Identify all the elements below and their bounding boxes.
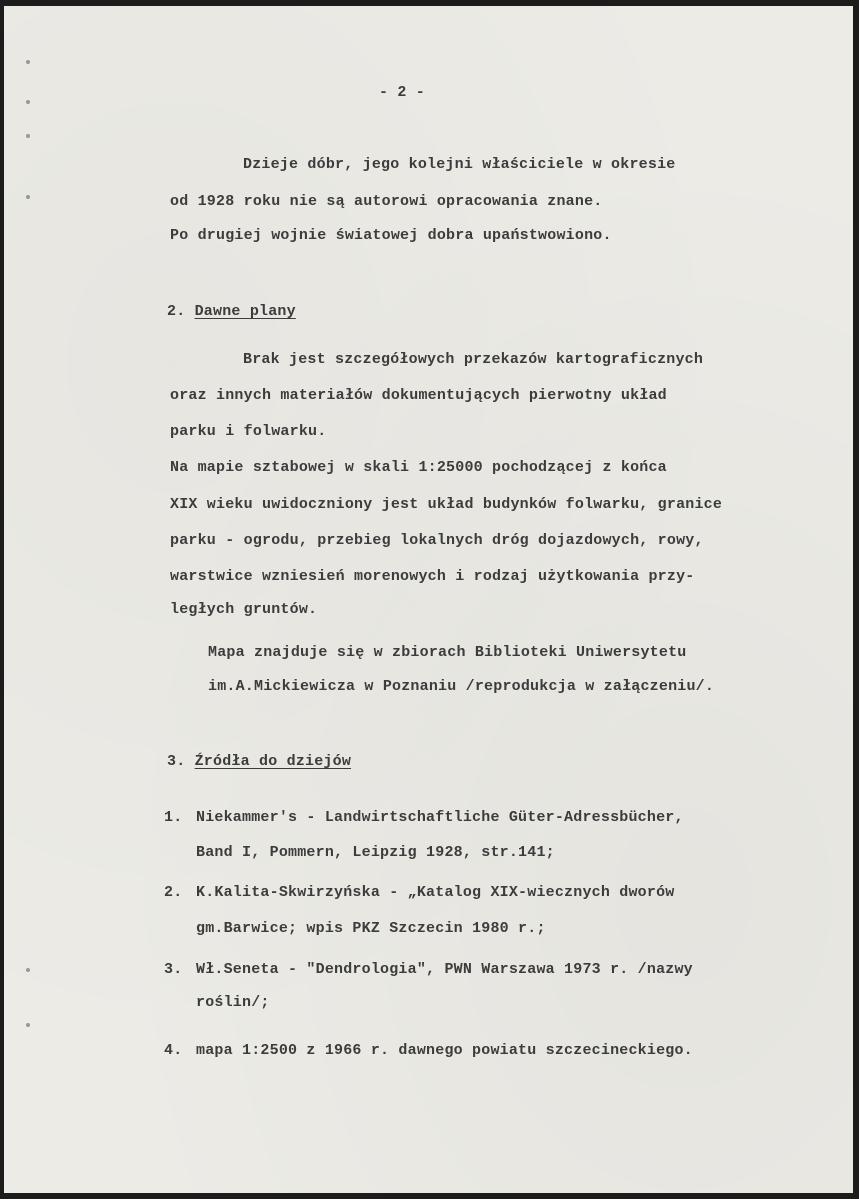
punch-mark — [26, 60, 30, 64]
paragraph-line: Na mapie sztabowej w skali 1:25000 pochodzącej z końca — [170, 459, 667, 476]
section-3-number: 3. — [167, 753, 186, 770]
section-3-heading — [167, 753, 351, 770]
source-number: 4. — [164, 1042, 183, 1059]
source-line: roślin/; — [196, 994, 270, 1011]
intro-line-1: Dzieje dóbr, jego kolejni właściciele w okresie — [243, 156, 676, 173]
punch-mark — [26, 134, 30, 138]
paragraph-line: Brak jest szczegółowych przekazów kartograficznych — [243, 351, 704, 368]
source-line: Band I, Pommern, Leipzig 1928, str.141; — [196, 844, 555, 861]
punch-mark — [26, 100, 30, 104]
page-number: - 2 - — [379, 84, 426, 101]
source-number: 3. — [164, 961, 183, 978]
section-2-heading — [167, 303, 296, 320]
punch-mark — [26, 968, 30, 972]
source-line: Wł.Seneta - "Dendrologia", PWN Warszawa 1973 r. /nazwy — [196, 961, 693, 978]
punch-mark — [26, 195, 30, 199]
source-line: K.Kalita-Skwirzyńska - „Katalog XIX-wiecznych dworów — [196, 884, 675, 901]
section-3-title: Źródła do dziejów — [194, 753, 352, 770]
source-number: 1. — [164, 809, 183, 826]
intro-line-2: od 1928 roku nie są autorowi opracowania znane. — [170, 193, 603, 210]
paragraph-line: parku - ogrodu, przebieg lokalnych dróg dojazdowych, rowy, — [170, 532, 704, 549]
intro-line-3: Po drugiej wojnie światowej dobra upaństwowiono. — [170, 227, 612, 244]
paragraph-line: ległych gruntów. — [170, 601, 318, 618]
source-number: 2. — [164, 884, 183, 901]
paragraph-line: im.A.Mickiewicza w Poznaniu /reprodukcja w załączeniu/. — [208, 678, 715, 695]
paragraph-line: XIX wieku uwidoczniony jest układ budynków folwarku, granice — [170, 496, 723, 513]
punch-mark — [26, 1023, 30, 1027]
document-page — [4, 6, 853, 1193]
source-line: gm.Barwice; wpis PKZ Szczecin 1980 r.; — [196, 920, 546, 937]
paragraph-line: parku i folwarku. — [170, 423, 327, 440]
source-line: Niekammer's - Landwirtschaftliche Güter-Adressbücher, — [196, 809, 684, 826]
paragraph-line: warstwice wzniesień morenowych i rodzaj użytkowania przy- — [170, 568, 695, 585]
paragraph-line: oraz innych materiałów dokumentujących pierwotny układ — [170, 387, 667, 404]
section-2-title: Dawne plany — [194, 303, 296, 320]
section-2-number: 2. — [167, 303, 186, 320]
source-line: mapa 1:2500 z 1966 r. dawnego powiatu szczecineckiego. — [196, 1042, 693, 1059]
paragraph-line: Mapa znajduje się w zbiorach Biblioteki Uniwersytetu — [208, 644, 687, 661]
